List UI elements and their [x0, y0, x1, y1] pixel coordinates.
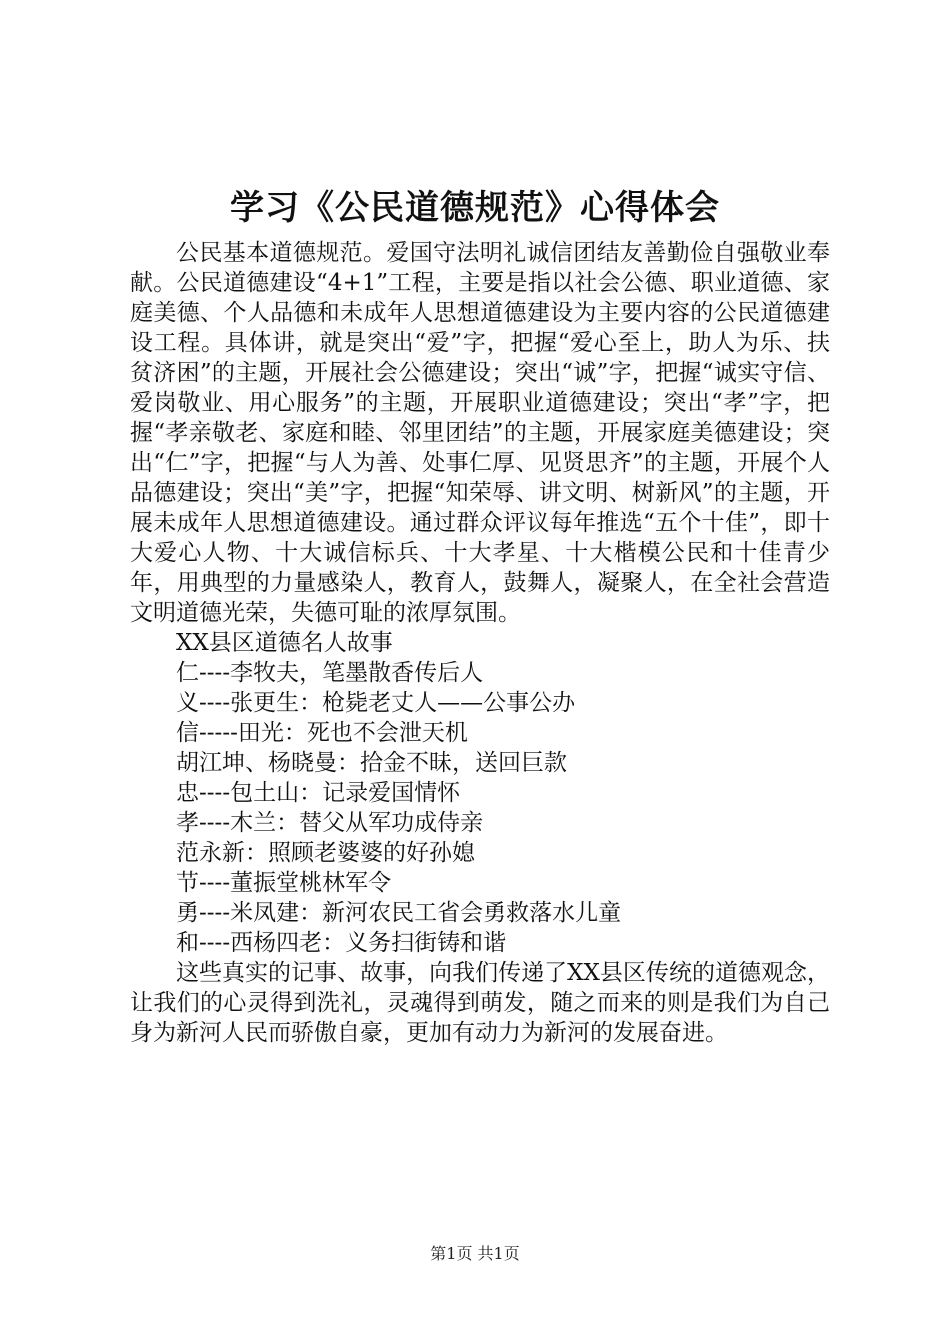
stories-heading: XX县区道德名人故事: [176, 630, 393, 656]
story-line: 信-----田光：死也不会泄天机: [176, 720, 468, 746]
story-line: 义----张更生：枪毙老丈人——公事公办: [176, 690, 576, 716]
story-line: 胡江坤、杨晓曼：拾金不昧，送回巨款: [176, 750, 567, 776]
story-line: 仁----李牧夫，笔墨散香传后人: [176, 660, 484, 686]
document-title: 学习《公民道德规范》心得体会: [230, 188, 720, 228]
story-line: 孝----木兰：替父从军功成侍亲: [176, 810, 484, 836]
closing-paragraph: 这些真实的记事、故事，向我们传递了XX县区传统的道德观念，让我们的心灵得到洗礼，灵魂得到萌发，随之而来的则是我们为自己身为新河人民而骄傲自豪，更加有动力为新河的发展奋进。: [130, 960, 830, 1046]
document-body: [130, 238, 830, 1048]
story-line: 节----董振堂桃林军令: [176, 870, 392, 896]
story-line: 勇----米凤建：新河农民工省会勇救落水儿童: [176, 900, 622, 926]
story-line: 和----西杨四老：义务扫街铸和谐: [176, 930, 507, 956]
page-number-footer: 第1页 共1页: [430, 1244, 520, 1263]
story-line: 忠----包土山：记录爱国情怀: [176, 780, 461, 806]
story-line: 范永新：照顾老婆婆的好孙媳: [176, 840, 475, 866]
intro-paragraph: 公民基本道德规范。爱国守法明礼诚信团结友善勤俭自强敬业奉献。公民道德建设“4+1”工程，主要是指以社会公德、职业道德、家庭美德、个人品德和未成年人思想道德建设为主要内容的公民道德建设工程。具体讲，就是突出“爱”字，把握“爱心至上，助人为乐、扶贫济困”的主题，开展社会公德建设；突出“诚”字，把握“诚实守信、爱岗敬业、用心服务”的主题，开展职业道德建设；突出“孝”字，把握“孝亲敬老、家庭和睦、邻里团结”的主题，开展家庭美德建设；突出“仁”字，把握“与人为善、处事仁厚、见贤思齐”的主题，开展个人品德建设；突出“美”字，把握“知荣辱、讲文明、树新风”的主题，开展未成年人思想道德建设。通过群众评议每年推选“五个十佳”，即十大爱心人物、十大诚信标兵、十大孝星、十大楷模公民和十佳青少年，用典型的力量感染人，教育人，鼓舞人，凝聚人，在全社会营造文明道德光荣，失德可耻的浓厚氛围。: [130, 240, 830, 626]
